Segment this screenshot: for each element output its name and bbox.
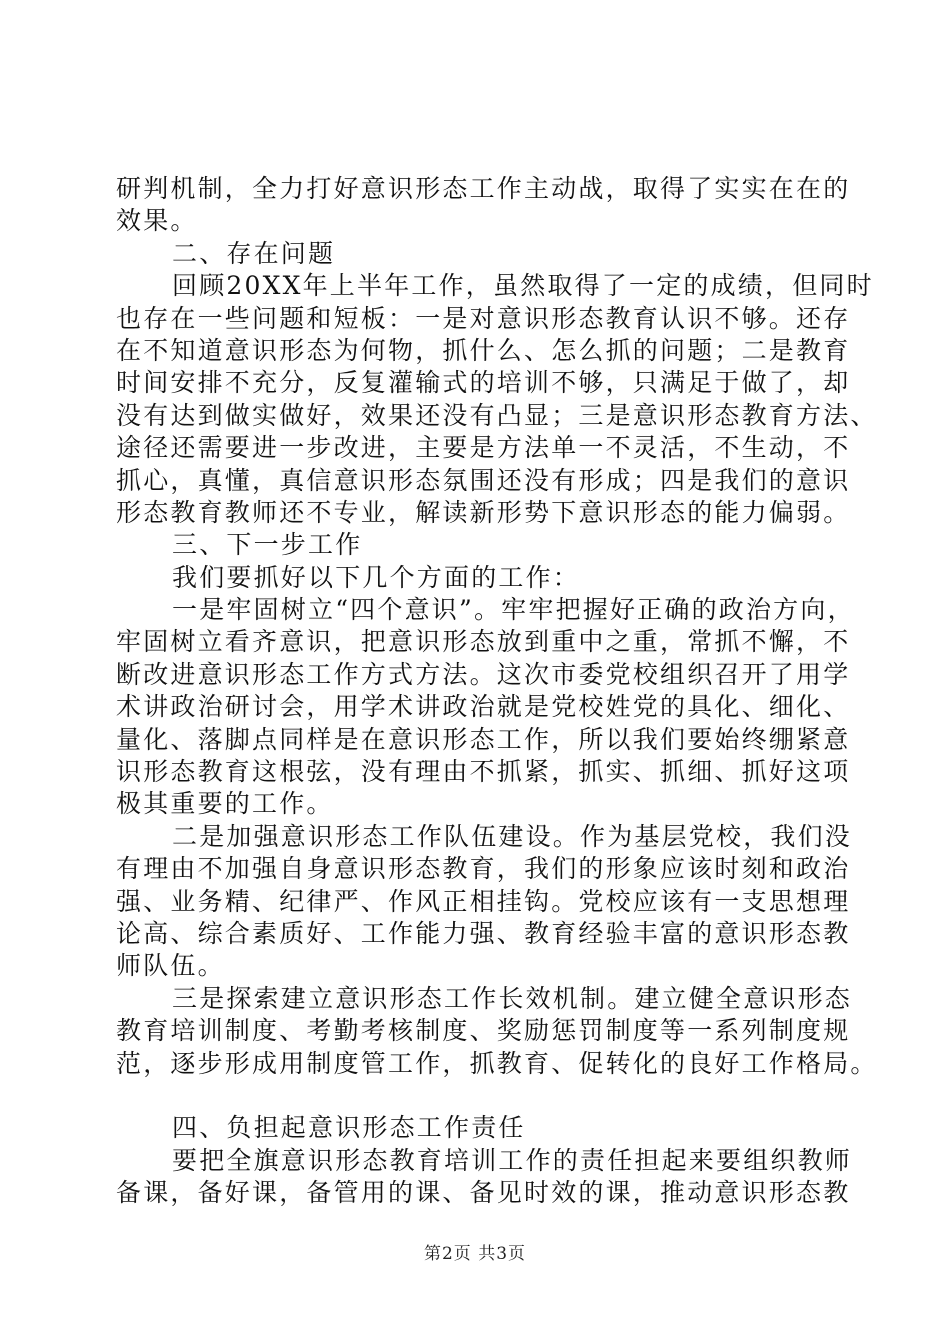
section-heading: 三、下一步工作 <box>172 530 363 560</box>
text-line: 量化、落脚点同样是在意识形态工作，所以我们要始终绷紧意 <box>116 724 851 754</box>
text-line: 强、业务精、纪律严、作风正相挂钩。党校应该有一支思想理 <box>116 886 851 916</box>
body-text <box>116 173 878 1210</box>
text-line: 极其重要的工作。 <box>116 789 334 819</box>
text-line: 范，逐步形成用制度管工作，抓教育、促转化的良好工作格局。 <box>116 1048 878 1078</box>
text-line: 术讲政治研讨会，用学术讲政治就是党校姓党的具化、细化、 <box>116 692 851 722</box>
text-line: 我们要抓好以下几个方面的工作： <box>172 562 581 592</box>
text-line: 研判机制，全力打好意识形态工作主动战，取得了实实在在的 <box>116 174 851 203</box>
text-line: 时间安排不充分，反复灌输式的培训不够，只满足于做了，却 <box>116 368 851 398</box>
text-line: 也存在一些问题和短板：一是对意识形态教育认识不够。还存 <box>116 303 851 333</box>
text-line: 论高、综合素质好、工作能力强、教育经验丰富的意识形态教 <box>116 918 851 948</box>
text-line: 效果。 <box>116 206 198 236</box>
section-heading: 二、存在问题 <box>172 238 336 268</box>
text-line: 教育培训制度、考勤考核制度、奖励惩罚制度等一系列制度规 <box>116 1016 851 1046</box>
text-line: 识形态教育这根弦，没有理由不抓紧，抓实、抓细、抓好这项 <box>116 757 851 787</box>
paragraph-gap <box>116 1080 836 1112</box>
text-line: 途径还需要进一步改进，主要是方法单一不灵活，不生动，不 <box>116 433 851 463</box>
text-line: 要把全旗意识形态教育培训工作的责任担起来要组织教师 <box>172 1145 853 1175</box>
text-line: 师队伍。 <box>116 951 225 981</box>
text-line: 牢固树立看齐意识，把意识形态放到重中之重，常抓不懈，不 <box>116 627 851 657</box>
text-line: 回顾20XX年上半年工作，虽然取得了一定的成绩，但同时 <box>172 271 874 301</box>
text-line: 断改进意识形态工作方式方法。这次市委党校组织召开了用学 <box>116 659 851 689</box>
text-line: 一是牢固树立“四个意识”。牢牢把握好正确的政治方向， <box>172 595 855 625</box>
text-line: 二是加强意识形态工作队伍建设。作为基层党校，我们没 <box>172 821 853 851</box>
text-line: 在不知道意识形态为何物，抓什么、怎么抓的问题；二是教育 <box>116 335 851 365</box>
text-line: 三是探索建立意识形态工作长效机制。建立健全意识形态 <box>172 983 853 1013</box>
text-line: 形态教育教师还不专业，解读新形势下意识形态的能力偏弱。 <box>116 497 851 527</box>
section-heading: 四、负担起意识形态工作责任 <box>172 1113 526 1143</box>
text-line: 没有达到做实做好，效果还没有凸显；三是意识形态教育方法、 <box>116 400 878 430</box>
text-line: 抓心，真懂，真信意识形态氛围还没有形成；四是我们的意识 <box>116 465 851 495</box>
page-footer: 第2页 共3页 <box>423 1244 527 1264</box>
text-line: 有理由不加强自身意识形态教育，我们的形象应该时刻和政治 <box>116 854 851 884</box>
text-line: 备课，备好课，备管用的课、备见时效的课，推动意识形态教 <box>116 1178 851 1208</box>
